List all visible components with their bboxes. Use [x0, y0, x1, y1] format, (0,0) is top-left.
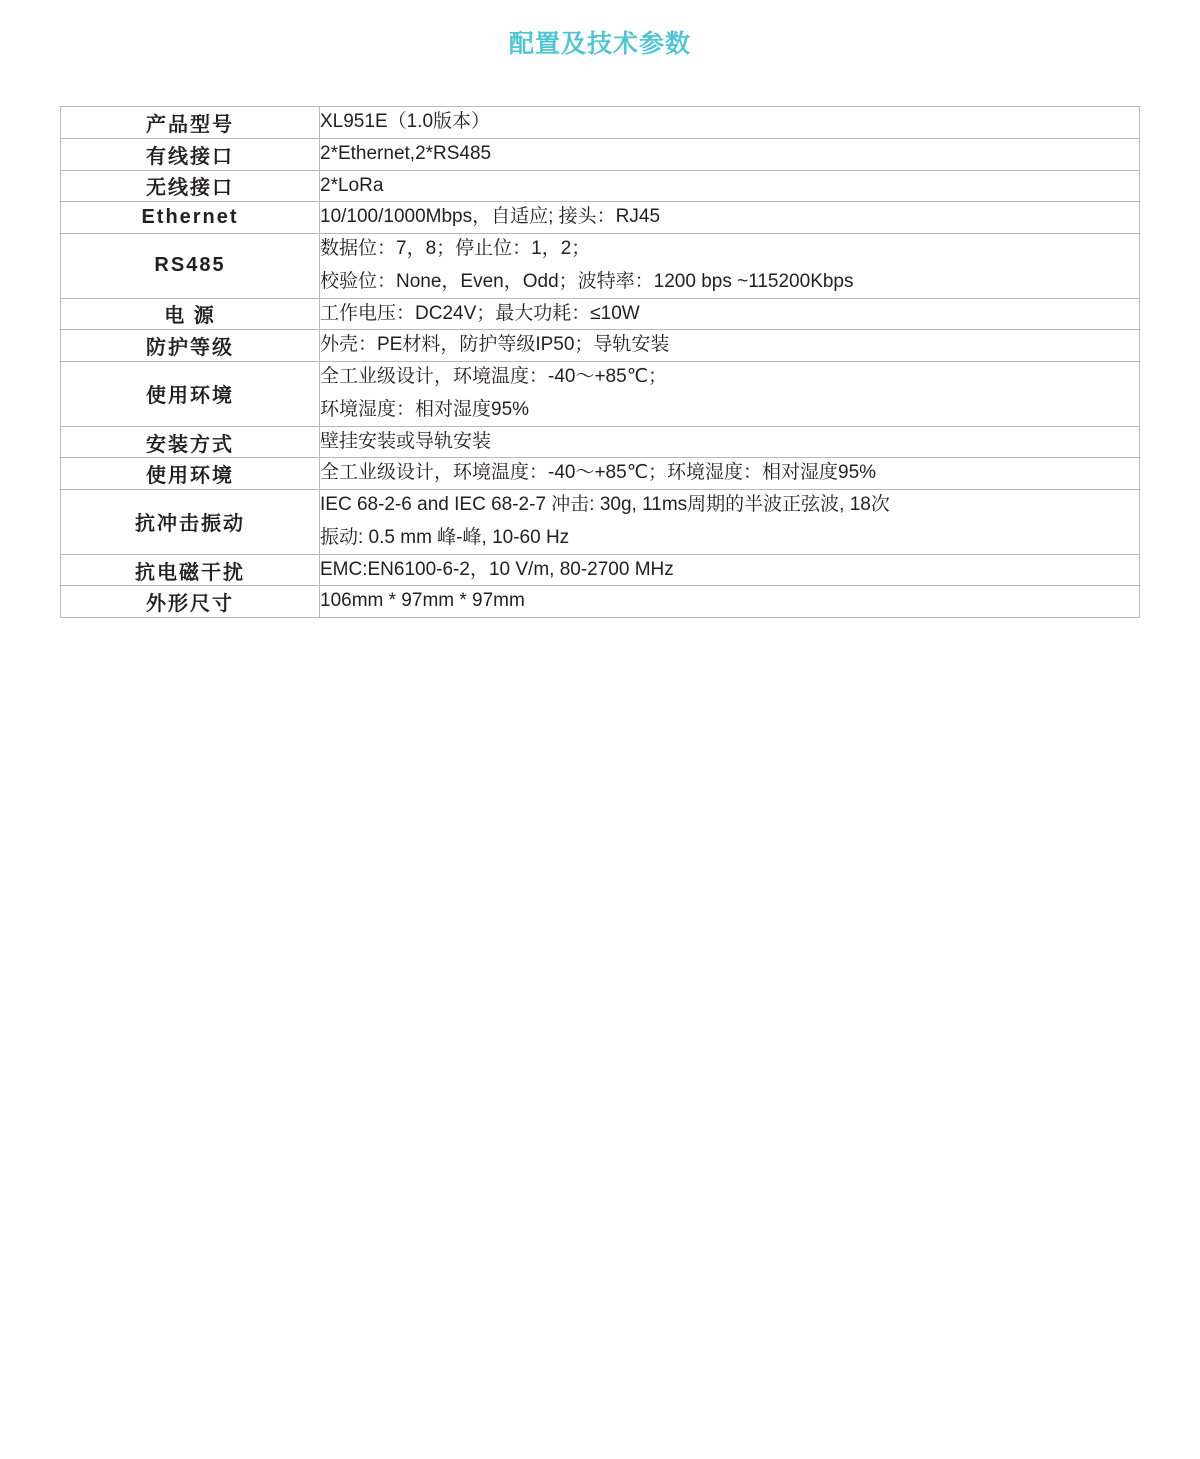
spec-value-line: 106mm * 97mm * 97mm	[320, 590, 525, 612]
table-row	[61, 586, 1140, 618]
spec-label-cell: 使用环境	[61, 362, 320, 427]
spec-value-line: 校验位：None，Even，Odd；波特率：1200 bps ~115200Kbps	[320, 270, 854, 292]
table-row	[61, 362, 1140, 427]
spec-label-cell: 抗冲击振动	[61, 490, 320, 555]
spec-label-cell: 安装方式	[61, 426, 320, 458]
spec-value-line: 工作电压：DC24V；最大功耗：≤10W	[320, 302, 640, 324]
spec-value-line: XL951E（1.0版本）	[320, 111, 491, 132]
table-row	[61, 330, 1140, 362]
spec-value-cell	[320, 330, 1140, 362]
spec-value-line: 外壳：PE材料，防护等级IP50；导轨安装	[320, 334, 670, 356]
table-row	[61, 298, 1140, 330]
table-row	[61, 426, 1140, 458]
spec-value-line: 全工业级设计，环境温度：-40～+85℃；	[320, 366, 668, 388]
spec-value-cell	[320, 458, 1140, 490]
spec-label-cell: 外形尺寸	[61, 586, 320, 618]
spec-value-line: IEC 68-2-6 and IEC 68-2-7 冲击: 30g, 11ms周期的半波正弦波, 18次	[320, 494, 890, 516]
spec-label-cell: RS485	[61, 234, 320, 299]
spec-label-cell: 抗电磁干扰	[61, 554, 320, 586]
spec-value-line: 数据位：7，8；停止位：1，2；	[320, 238, 591, 260]
spec-value-cell	[320, 298, 1140, 330]
table-row	[61, 458, 1140, 490]
spec-label-cell: 防护等级	[61, 330, 320, 362]
spec-value-line: EMC:EN6100-6-2，10 V/m, 80-2700 MHz	[320, 558, 674, 580]
spec-value-line: 壁挂安装或导轨安装	[320, 430, 492, 452]
spec-label-cell: 有线接口	[61, 138, 320, 170]
spec-label-cell: 电 源	[61, 298, 320, 330]
table-row	[61, 107, 1140, 139]
spec-label-cell: Ethernet	[61, 202, 320, 234]
spec-label-cell: 产品型号	[61, 107, 320, 139]
spec-value-cell	[320, 490, 1140, 555]
spec-value-line: 环境湿度：相对湿度95%	[320, 398, 530, 420]
table-row	[61, 202, 1140, 234]
spec-value-line: 振动: 0.5 mm 峰-峰, 10-60 Hz	[320, 526, 570, 548]
spec-value-cell	[320, 138, 1140, 170]
table-row	[61, 234, 1140, 299]
spec-value-cell	[320, 426, 1140, 458]
table-row	[61, 554, 1140, 586]
table-row	[61, 170, 1140, 202]
spec-value-line: 全工业级设计，环境温度：-40～+85℃；环境湿度：相对湿度95%	[320, 462, 877, 484]
spec-value-cell	[320, 234, 1140, 299]
table-row	[61, 490, 1140, 555]
spec-value-cell	[320, 554, 1140, 586]
spec-value-cell	[320, 586, 1140, 618]
page-title: 配置及技术参数	[508, 30, 691, 58]
spec-label-cell: 使用环境	[61, 458, 320, 490]
spec-value-line: 10/100/1000Mbps，自适应; 接头：RJ45	[320, 206, 661, 228]
spec-value-line: 2*Ethernet,2*RS485	[320, 142, 492, 164]
spec-value-cell	[320, 362, 1140, 427]
spec-label-cell: 无线接口	[61, 170, 320, 202]
table-row	[61, 138, 1140, 170]
spec-value-line: 2*LoRa	[320, 174, 384, 196]
spec-table-container	[60, 106, 1140, 618]
specifications-table	[60, 106, 1140, 618]
spec-value-cell	[320, 202, 1140, 234]
spec-value-cell	[320, 107, 1140, 139]
spec-value-cell	[320, 170, 1140, 202]
spec-table-body	[61, 107, 1140, 618]
